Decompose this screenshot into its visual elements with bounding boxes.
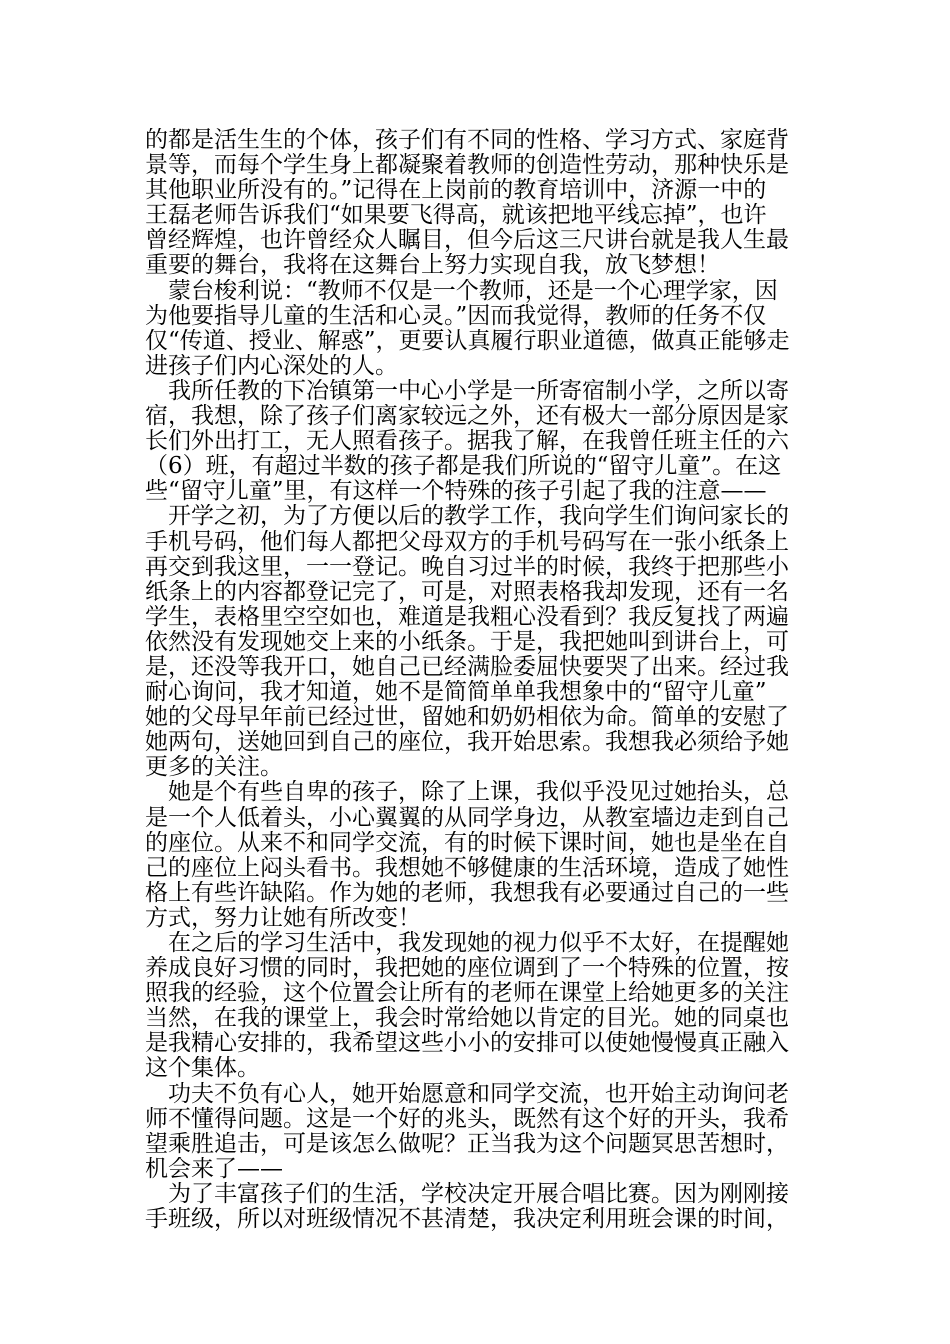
text-line: 功夫不负有心人，她开始愿意和同学交流，也开始主动询问老 [168, 1081, 789, 1107]
paragraph-4 [145, 504, 810, 780]
text-line: 己的座位上闷头看书。我想她不够健康的生活环境，造成了她性 [145, 855, 789, 881]
text-line: 方式，努力让她有所改变！ [145, 905, 421, 931]
paragraph-3 [145, 379, 810, 504]
text-line: 手班级，所以对班级情况不甚清楚，我决定利用班会课的时间， [145, 1207, 789, 1233]
text-line: 曾经辉煌，也许曾经众人瞩目，但今后这三尺讲台就是我人生最 [145, 228, 789, 254]
text-line: 为了丰富孩子们的生活，学校决定开展合唱比赛。因为刚刚接 [168, 1181, 789, 1207]
text-line: 是我精心安排的，我希望这些小小的安排可以使她慢慢真正融入 [145, 1031, 789, 1057]
text-line: 望乘胜追击，可是该怎么做呢？正当我为这个问题冥思苦想时， [145, 1131, 789, 1157]
text-line: 依然没有发现她交上来的小纸条。于是，我把她叫到讲台上，可 [145, 629, 789, 655]
text-line: 更多的关注。 [145, 755, 283, 781]
text-line: 宿，我想，除了孩子们离家较远之外，还有极大一部分原因是家 [145, 404, 789, 430]
paragraph-5 [145, 780, 810, 931]
text-line: 养成良好习惯的同时，我把她的座位调到了一个特殊的位置，按 [145, 956, 789, 982]
paragraph-2 [145, 279, 810, 379]
paragraph-7 [145, 1082, 810, 1182]
text-line: 在之后的学习生活中，我发现她的视力似乎不太好，在提醒她 [168, 931, 789, 956]
text-line: 景等，而每个学生身上都凝聚着教师的创造性劳动，那种快乐是 [145, 153, 789, 179]
text-line: 照我的经验，这个位置会让所有的老师在课堂上给她更多的关注 [145, 981, 789, 1007]
text-line: （6）班，有超过半数的孩子都是我们所说的“留守儿童”。在这 [145, 454, 782, 480]
text-line: 纸条上的内容都登记完了，可是，对照表格我却发现，还有一名 [145, 579, 789, 605]
text-line: 长们外出打工，无人照看孩子。据我了解，在我曾任班主任的六 [145, 429, 789, 455]
text-line: 手机号码，他们每人都把父母双方的手机号码写在一张小纸条上 [145, 529, 789, 555]
text-line: 些“留守儿童”里，有这样一个特殊的孩子引起了我的注意—— [145, 479, 767, 505]
text-line: 再交到我这里，一一登记。晚自习过半的时候，我终于把那些小 [145, 554, 789, 580]
text-line: 的都是活生生的个体，孩子们有不同的性格、学习方式、家庭背 [145, 128, 789, 153]
text-line: 为他要指导儿童的生活和心灵。”因而我觉得，教师的任务不仅 [145, 303, 767, 329]
text-line: 她两句，送她回到自己的座位，我开始思索。我想我必须给予她 [145, 730, 789, 756]
text-line: 是，还没等我开口，她自己已经满脸委屈快要哭了出来。经过我 [145, 654, 789, 680]
text-line: 她是个有些自卑的孩子，除了上课，我似乎没见过她抬头，总 [168, 780, 789, 806]
text-line: 她的父母早年前已经过世，留她和奶奶相依为命。简单的安慰了 [145, 705, 789, 731]
text-line: 的座位。从来不和同学交流，有的时候下课时间，她也是坐在自 [145, 830, 789, 856]
text-line: 是一个人低着头，小心翼翼的从同学身边，从教室墙边走到自己 [145, 805, 789, 831]
text-line: 师不懂得问题。这是一个好的兆头，既然有这个好的开头，我希 [145, 1106, 789, 1132]
text-line: 这个集体。 [145, 1056, 260, 1082]
text-line: 我所任教的下冶镇第一中心小学是一所寄宿制小学，之所以寄 [168, 378, 789, 404]
paragraph-1 [145, 128, 810, 279]
document-body [145, 128, 810, 1232]
text-line: 仅“传道、授业、解惑”，更要认真履行职业道德，做真正能够走 [145, 328, 790, 354]
text-line: 开学之初，为了方便以后的教学工作，我向学生们询问家长的 [168, 504, 789, 530]
text-line: 王磊老师告诉我们“如果要飞得高，就该把地平线忘掉”，也许 [145, 203, 767, 229]
text-line: 当然，在我的课堂上，我会时常给她以肯定的目光。她的同桌也 [145, 1006, 789, 1032]
paragraph-6 [145, 931, 810, 1082]
text-line: 机会来了—— [145, 1156, 283, 1182]
text-line: 重要的舞台，我将在这舞台上努力实现自我，放飞梦想！ [145, 253, 720, 279]
text-line: 蒙台梭利说：“教师不仅是一个教师，还是一个心理学家，因 [168, 278, 778, 304]
paragraph-8 [145, 1182, 810, 1232]
text-line: 其他职业所没有的。”记得在上岗前的教育培训中，济源一中的 [145, 178, 767, 204]
text-line: 耐心询问，我才知道，她不是简简单单我想象中的“留守儿童” [145, 680, 767, 706]
text-line: 学生，表格里空空如也，难道是我粗心没看到？我反复找了两遍 [145, 604, 789, 630]
text-line: 进孩子们内心深处的人。 [145, 353, 398, 379]
text-line: 格上有些许缺陷。作为她的老师，我想我有必要通过自己的一些 [145, 880, 789, 906]
